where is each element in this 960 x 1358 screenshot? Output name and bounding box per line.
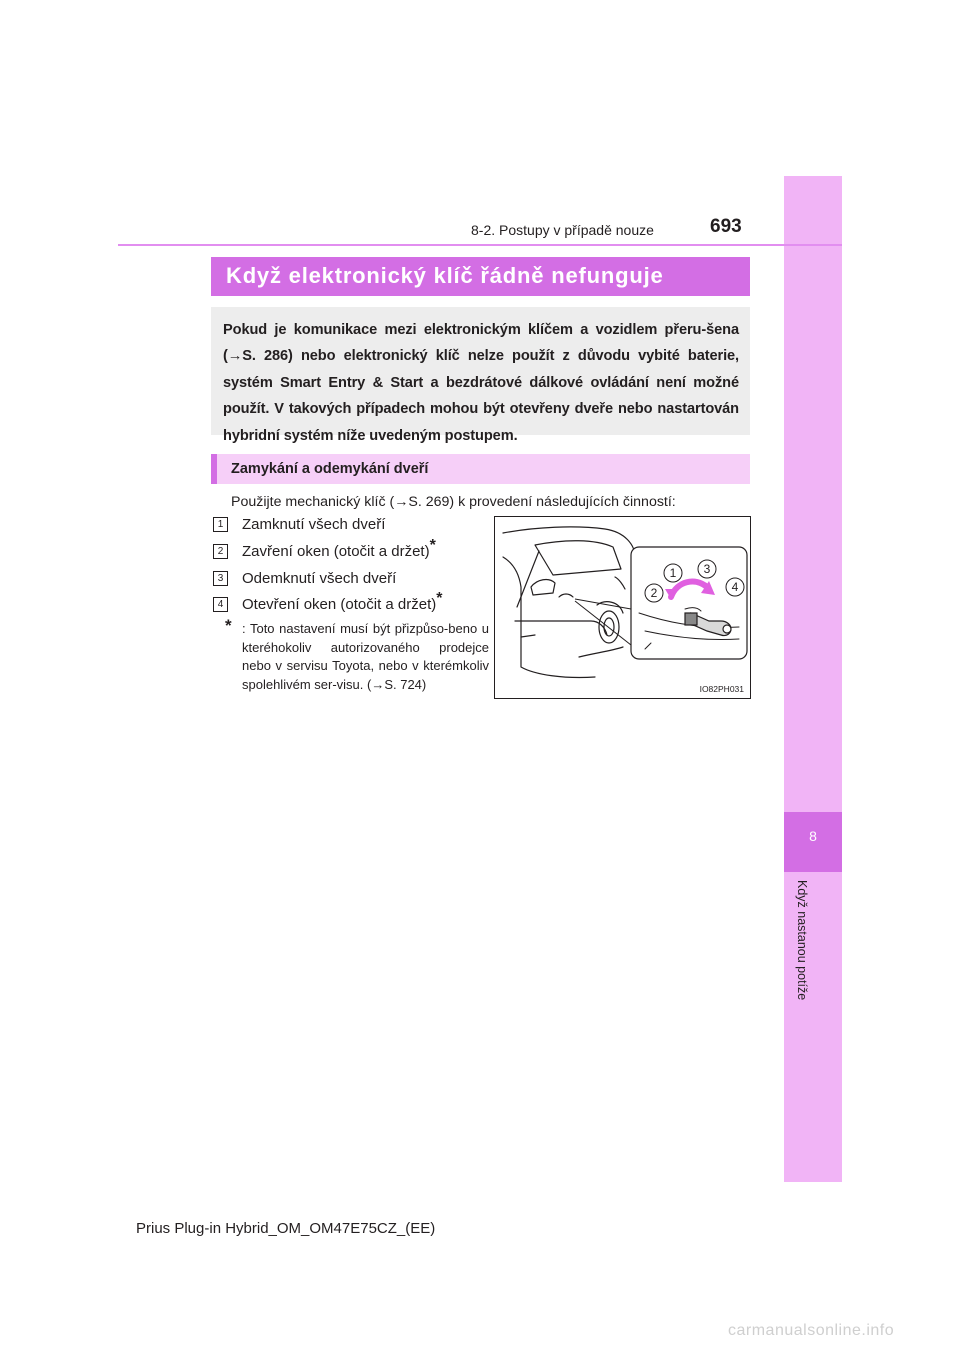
- footnote-star: *: [225, 616, 232, 635]
- main-heading: Když elektronický klíč řádně nefunguje: [226, 263, 664, 288]
- callout-label: 4: [731, 580, 739, 594]
- header-divider: [118, 244, 842, 246]
- watermark: carmanualsonline.info: [728, 1322, 895, 1339]
- chapter-number: 8: [809, 828, 817, 844]
- step-number-badge: 3: [213, 571, 228, 586]
- step-text: Odemknutí všech dveří: [242, 570, 397, 587]
- step-text: Otevření oken (otočit a držet)*: [242, 590, 443, 613]
- key-lock-illustration: [494, 516, 751, 699]
- detail-inset: [631, 547, 747, 659]
- step-item: [213, 590, 443, 613]
- sub-heading-bar: [211, 454, 750, 484]
- step-item: [213, 537, 436, 560]
- callout-label: 2: [650, 586, 658, 600]
- page-number: 693: [710, 216, 742, 237]
- chapter-label: Když nastanou potíže: [795, 880, 809, 1001]
- step-item: [213, 570, 396, 587]
- step-number-badge: 2: [213, 544, 228, 559]
- footnote: [225, 616, 489, 694]
- section-title: 8-2. Postupy v případě nouze: [471, 222, 654, 238]
- instruction-text: Použijte mechanický klíč (→S. 269) k provedení následujících činností:: [231, 494, 676, 510]
- callout-label: 3: [703, 562, 711, 576]
- step-text: Zavření oken (otočit a držet)*: [242, 537, 436, 560]
- step-item: [213, 516, 385, 533]
- footnote-text: : Toto nastavení musí být přizpůso-beno u kteréhokoliv autorizovaného prodejce nebo v servisu Toyota, nebo v kterémkoliv spolehlivém ser-visu. (→S. 724): [242, 621, 489, 692]
- intro-text: Pokud je komunikace mezi elektronickým klíčem a vozidlem přeru-šena (→S. 286) nebo elektronický klíč nelze použít z důvodu vybité baterie, systém Smart Entry & Start a bezdrátové dálkové ovládání není možné použít. V takových případech mohou být otevřeny dveře nebo nastartován hybridní systém níže uvedeným postupem.: [223, 322, 739, 444]
- step-text: Zamknutí všech dveří: [242, 516, 386, 533]
- car-door-key-drawing: [495, 517, 752, 700]
- intro-box: [211, 307, 750, 444]
- sub-heading: Zamykání a odemykání dveří: [231, 461, 429, 477]
- figure-code: IO82PH031: [699, 684, 744, 694]
- main-heading-bar: [211, 257, 750, 296]
- step-number-badge: 1: [213, 517, 228, 532]
- footer-doc-id: Prius Plug-in Hybrid_OM_OM47E75CZ_(EE): [136, 1220, 436, 1237]
- step-number-badge: 4: [213, 597, 228, 612]
- callout-label: 1: [669, 566, 677, 580]
